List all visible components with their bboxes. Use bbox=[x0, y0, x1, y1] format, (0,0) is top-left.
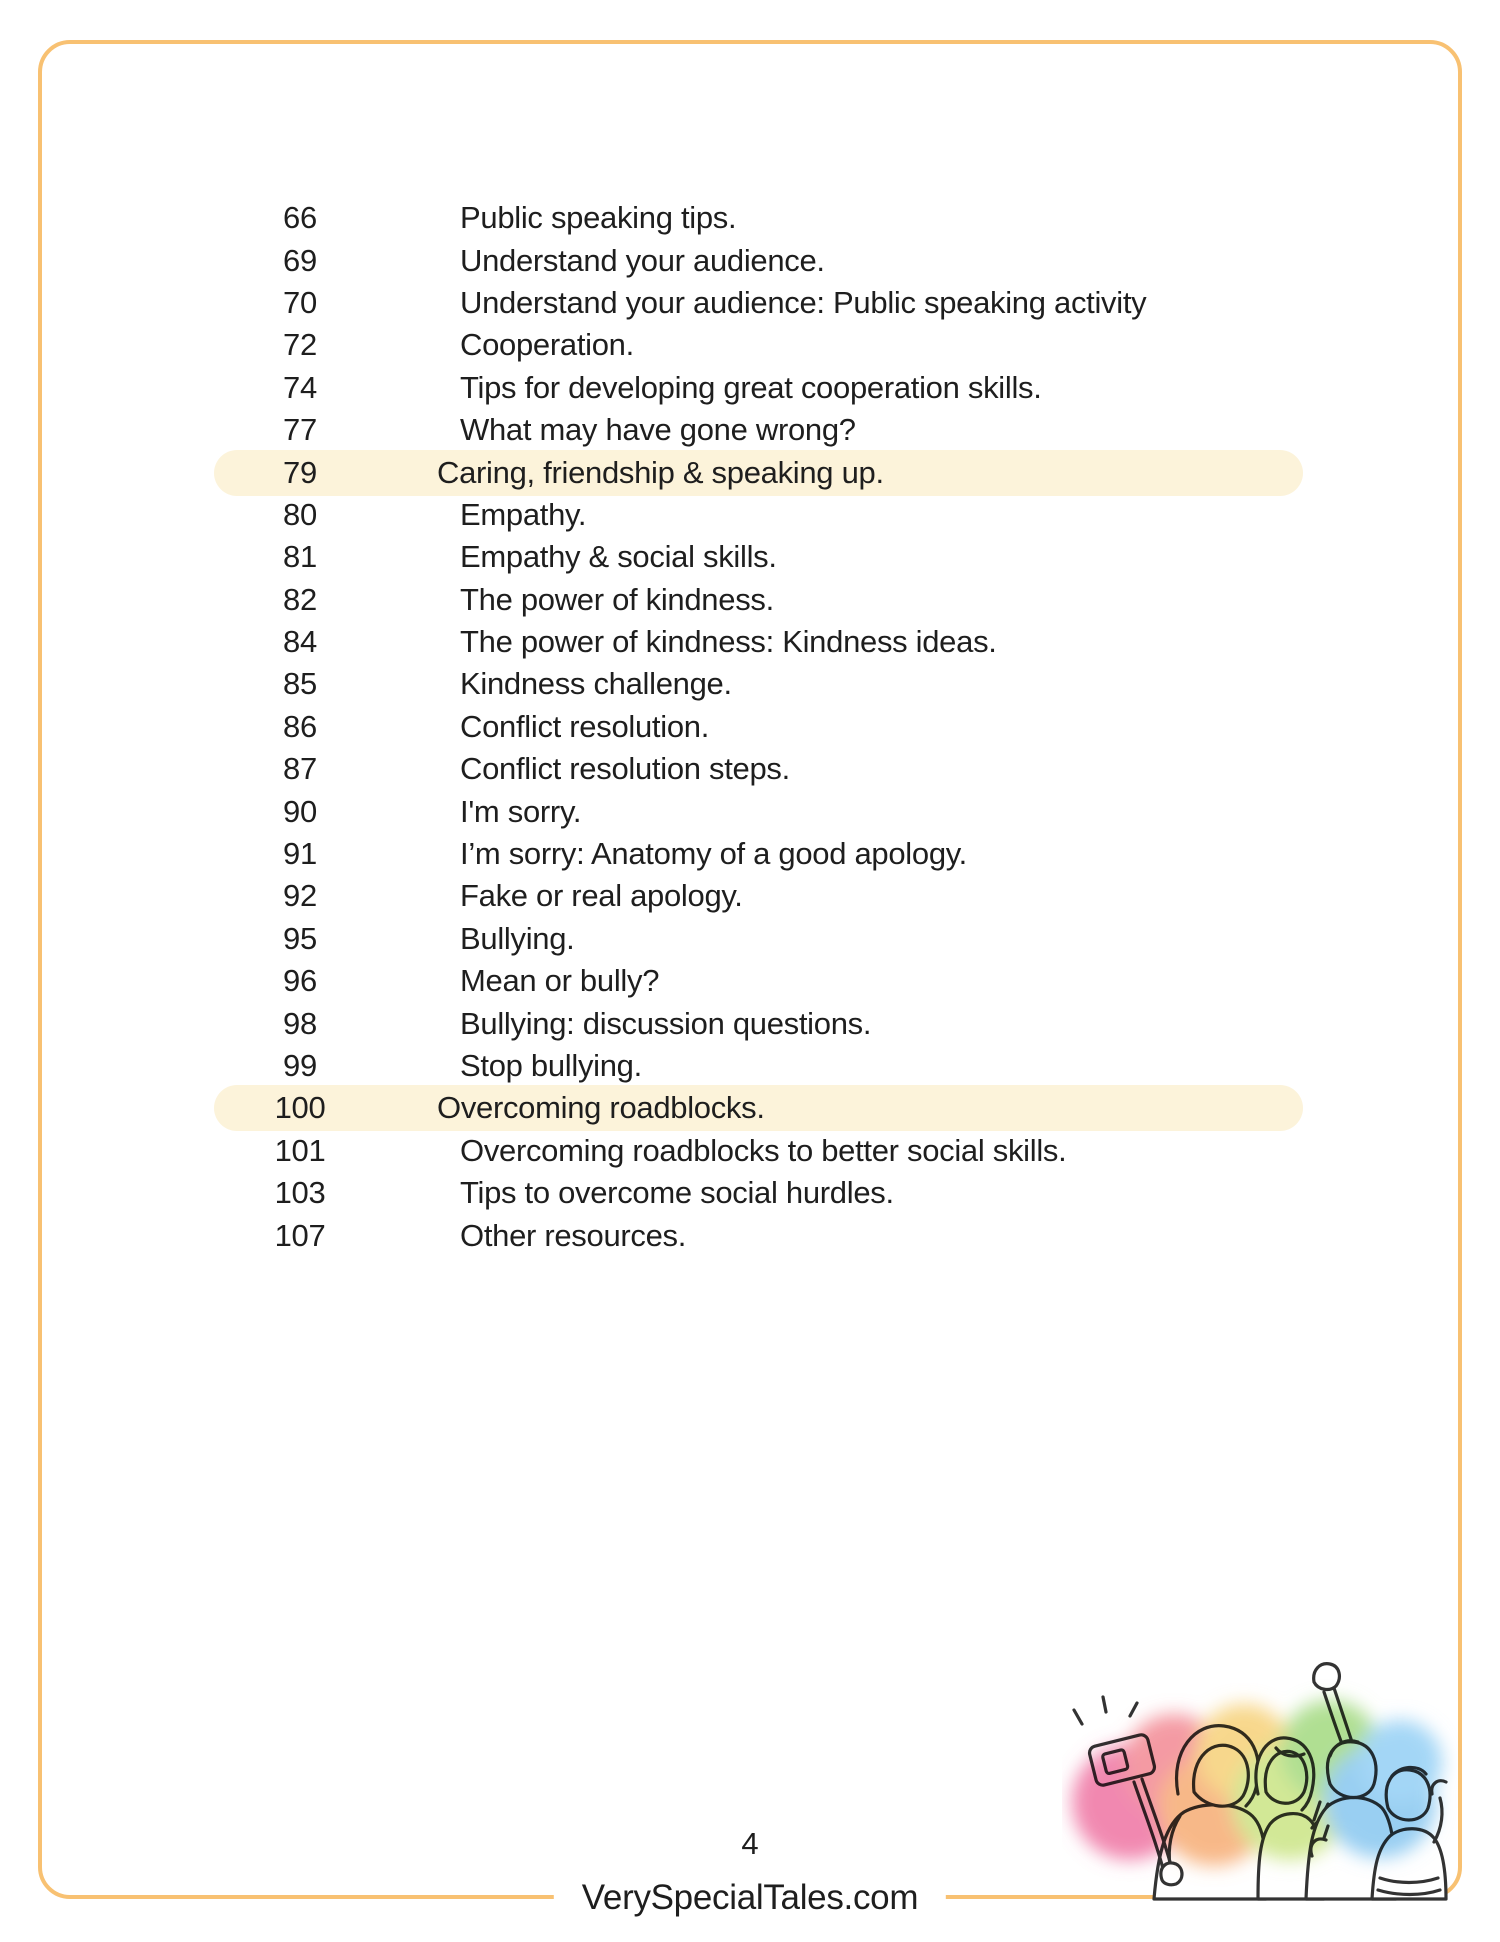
page-number: 4 bbox=[741, 1826, 759, 1861]
toc-title: Bullying: discussion questions. bbox=[460, 1005, 872, 1041]
toc-row bbox=[0, 663, 1500, 705]
toc-page-number: 81 bbox=[283, 539, 317, 575]
toc-row bbox=[0, 1214, 1500, 1256]
toc-page-number: 66 bbox=[283, 200, 317, 236]
toc-page-number: 107 bbox=[274, 1217, 326, 1253]
toc-row bbox=[0, 918, 1500, 960]
toc-row bbox=[0, 197, 1500, 239]
toc-row bbox=[0, 833, 1500, 875]
toc-page-number: 90 bbox=[283, 793, 317, 829]
toc-row bbox=[0, 324, 1500, 366]
toc-page-number: 103 bbox=[274, 1175, 326, 1211]
toc-title: Tips for developing great cooperation skills. bbox=[460, 369, 1042, 405]
toc-title: Kindness challenge. bbox=[460, 666, 732, 702]
toc-page-number: 95 bbox=[283, 920, 317, 956]
toc-page-number: 70 bbox=[283, 284, 317, 320]
toc-page-number: 101 bbox=[274, 1132, 326, 1168]
toc-title: Bullying. bbox=[460, 920, 575, 956]
toc-page-number: 74 bbox=[283, 369, 317, 405]
toc-page-number: 96 bbox=[283, 963, 317, 999]
toc-page-number: 92 bbox=[283, 878, 317, 914]
toc-title: Overcoming roadblocks. bbox=[437, 1090, 765, 1126]
toc-title: The power of kindness. bbox=[460, 581, 774, 617]
toc-title: Understand your audience. bbox=[460, 242, 825, 278]
toc-row bbox=[0, 409, 1500, 451]
toc-title: Mean or bully? bbox=[460, 963, 660, 999]
toc-row bbox=[0, 536, 1500, 578]
toc-row bbox=[0, 790, 1500, 832]
toc-row bbox=[0, 1172, 1500, 1214]
toc-page-number: 87 bbox=[283, 751, 317, 787]
toc-page-number: 84 bbox=[283, 624, 317, 660]
toc-page-number: 86 bbox=[283, 708, 317, 744]
toc-title: Overcoming roadblocks to better social skills. bbox=[460, 1132, 1067, 1168]
toc-row bbox=[0, 960, 1500, 1002]
toc-title: Fake or real apology. bbox=[460, 878, 743, 914]
toc-title: Public speaking tips. bbox=[460, 200, 737, 236]
toc-row bbox=[0, 451, 1500, 493]
toc-row bbox=[0, 579, 1500, 621]
toc-page-number: 77 bbox=[283, 412, 317, 448]
toc-page-number: 72 bbox=[283, 327, 317, 363]
toc-title: Empathy. bbox=[460, 496, 587, 532]
toc-page-number: 91 bbox=[283, 836, 317, 872]
toc-row bbox=[0, 706, 1500, 748]
toc-title: Caring, friendship & speaking up. bbox=[437, 454, 884, 490]
toc-row bbox=[0, 621, 1500, 663]
toc-title: Conflict resolution steps. bbox=[460, 751, 790, 787]
friends-selfie-illustration bbox=[1062, 1652, 1462, 1902]
toc-row bbox=[0, 282, 1500, 324]
toc-title: What may have gone wrong? bbox=[460, 412, 856, 448]
toc-page-number: 100 bbox=[274, 1090, 326, 1126]
toc-title: Understand your audience: Public speaking activity bbox=[460, 284, 1147, 320]
toc-row bbox=[0, 239, 1500, 281]
toc-row bbox=[0, 748, 1500, 790]
website-footer: VerySpecialTales.com bbox=[554, 1876, 946, 1920]
toc-row bbox=[0, 494, 1500, 536]
toc-row bbox=[0, 1087, 1500, 1129]
toc-title: Tips to overcome social hurdles. bbox=[460, 1175, 894, 1211]
toc-page-number: 98 bbox=[283, 1005, 317, 1041]
toc-row bbox=[0, 1002, 1500, 1044]
toc-page-number: 79 bbox=[283, 454, 317, 490]
toc-title: Empathy & social skills. bbox=[460, 539, 777, 575]
toc-page-number: 99 bbox=[283, 1048, 317, 1083]
toc-page-number: 82 bbox=[283, 581, 317, 617]
toc-page-number: 80 bbox=[283, 496, 317, 532]
toc-title: Other resources. bbox=[460, 1217, 687, 1253]
toc-title: I’m sorry: Anatomy of a good apology. bbox=[460, 836, 967, 872]
toc-row bbox=[0, 875, 1500, 917]
toc-title: I'm sorry. bbox=[460, 793, 582, 829]
table-of-contents bbox=[0, 197, 1500, 1257]
toc-title: Conflict resolution. bbox=[460, 708, 710, 744]
toc-page-number: 85 bbox=[283, 666, 317, 702]
toc-row bbox=[0, 367, 1500, 409]
toc-title: Stop bullying. bbox=[460, 1048, 642, 1083]
toc-row bbox=[0, 1130, 1500, 1172]
toc-page-number: 69 bbox=[283, 242, 317, 278]
toc-title: Cooperation. bbox=[460, 327, 634, 363]
toc-title: The power of kindness: Kindness ideas. bbox=[460, 624, 997, 660]
toc-row bbox=[0, 1045, 1500, 1087]
